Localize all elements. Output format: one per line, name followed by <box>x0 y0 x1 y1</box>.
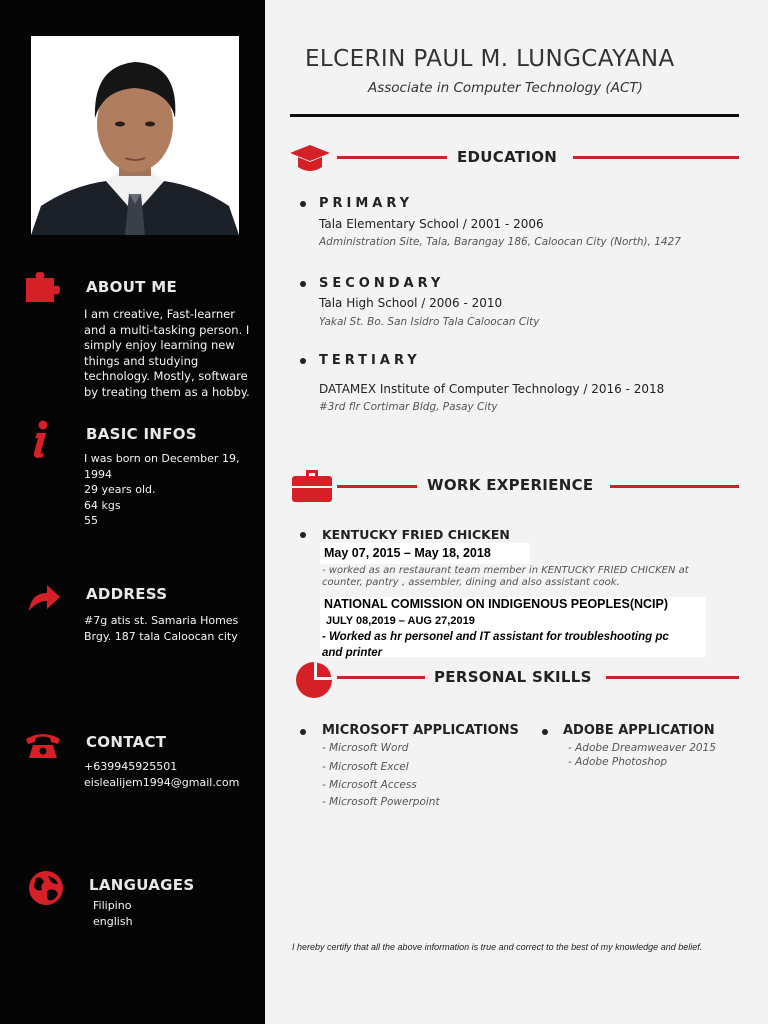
job1-desc-2: counter, pantry , assembler, dining and also assistant cook. <box>322 577 620 588</box>
job2-dates: JULY 08,2019 – AUG 27,2019 <box>326 615 475 627</box>
skills-heading: PERSONAL SKILLS <box>434 668 592 686</box>
skill-item: - Adobe Dreamweaver 2015 <box>568 742 716 754</box>
bullet <box>300 532 306 538</box>
primary-level: PRIMARY <box>319 196 414 211</box>
skills-line-right <box>606 676 739 679</box>
secondary-school: Tala High School / 2006 - 2010 <box>319 296 503 310</box>
languages-heading: LANGUAGES <box>89 876 195 894</box>
header-divider <box>290 114 739 117</box>
bullet <box>300 281 306 287</box>
resume-title: Associate in Computer Technology (ACT) <box>368 80 643 96</box>
education-line-right <box>573 156 739 159</box>
adobe-heading: ADOBE APPLICATION <box>563 723 715 738</box>
work-line-left <box>337 485 417 488</box>
pie-chart-icon <box>294 660 334 700</box>
education-line-left <box>337 156 447 159</box>
tertiary-address: #3rd flr Cortimar Bldg, Pasay City <box>319 401 498 413</box>
job1-dates: May 07, 2015 – May 18, 2018 <box>324 546 491 560</box>
skill-item: - Microsoft Excel <box>322 761 409 773</box>
certification-statement: I hereby certify that all the above information is true and correct to the best of my knowledge and belief. <box>292 942 703 952</box>
job1-desc-1: - worked as an restaurant team member in KENTUCKY FRIED CHICKEN at <box>322 565 689 576</box>
languages-list: Filipino english <box>93 899 133 928</box>
microsoft-heading: MICROSOFT APPLICATIONS <box>322 723 519 738</box>
skill-item: - Microsoft Word <box>322 742 409 754</box>
job1-dates-box <box>320 543 530 564</box>
phone-number[interactable]: +639945925501 <box>84 760 178 773</box>
job2-box <box>320 597 706 657</box>
bullet <box>300 729 306 735</box>
primary-address: Administration Site, Tala, Barangay 186, Caloocan City (North), 1427 <box>319 236 681 248</box>
briefcase-icon <box>292 468 332 502</box>
education-heading: EDUCATION <box>457 148 558 166</box>
skill-item: - Adobe Photoshop <box>568 756 668 768</box>
email-address[interactable]: eislealijem1994@gmail.com <box>84 775 240 789</box>
globe-icon <box>28 870 64 906</box>
arrow-icon <box>27 583 61 613</box>
address-text: #7g atis st. Samaria Homes Brgy. 187 tala Caloocan city <box>84 614 239 643</box>
bullet <box>300 358 306 364</box>
skill-item: - Microsoft Powerpoint <box>322 796 440 808</box>
job2-desc-1: - Worked as hr personel and IT assistant for troubleshooting pc <box>322 631 669 643</box>
contact-text <box>84 759 254 790</box>
tertiary-level: TERTIARY <box>319 353 421 368</box>
job2-company: NATIONAL COMISSION ON INDIGENOUS PEOPLES(NCIP) <box>324 597 669 611</box>
work-line-right <box>610 485 739 488</box>
secondary-address: Yakal St. Bo. San Isidro Tala Caloocan City <box>319 316 540 328</box>
skill-item: - Microsoft Access <box>322 779 417 791</box>
secondary-level: SECONDARY <box>319 276 445 291</box>
primary-school: Tala Elementary School / 2001 - 2006 <box>319 217 544 231</box>
about-text: I am creative, Fast-learner and a multi-tasking person. I simply enjoy learning new things and studying technology. Mostly, software by treating them as a hobby. <box>84 307 250 399</box>
resume-name: ELCERIN PAUL M. LUNGCAYANA <box>305 46 675 72</box>
tertiary-school: DATAMEX Institute of Computer Technology / 2016 - 2018 <box>319 382 665 396</box>
skills-line-left <box>337 676 425 679</box>
address-heading: ADDRESS <box>86 585 168 603</box>
bullet <box>300 201 306 207</box>
job2-desc-2: and printer <box>322 647 383 659</box>
info-icon <box>28 420 52 458</box>
bullet <box>542 729 548 735</box>
telephone-icon <box>25 731 61 759</box>
work-heading: WORK EXPERIENCE <box>427 476 594 494</box>
basic-infos-text: I was born on December 19, 1994 29 years old. 64 kgs 55 <box>84 452 240 527</box>
job1-company: KENTUCKY FRIED CHICKEN <box>322 527 510 542</box>
puzzle-icon <box>24 272 66 304</box>
graduation-cap-icon <box>290 143 330 173</box>
basic-infos-heading: BASIC INFOS <box>86 425 197 443</box>
profile-photo <box>31 36 239 235</box>
contact-heading: CONTACT <box>86 733 167 751</box>
about-heading: ABOUT ME <box>86 278 178 296</box>
